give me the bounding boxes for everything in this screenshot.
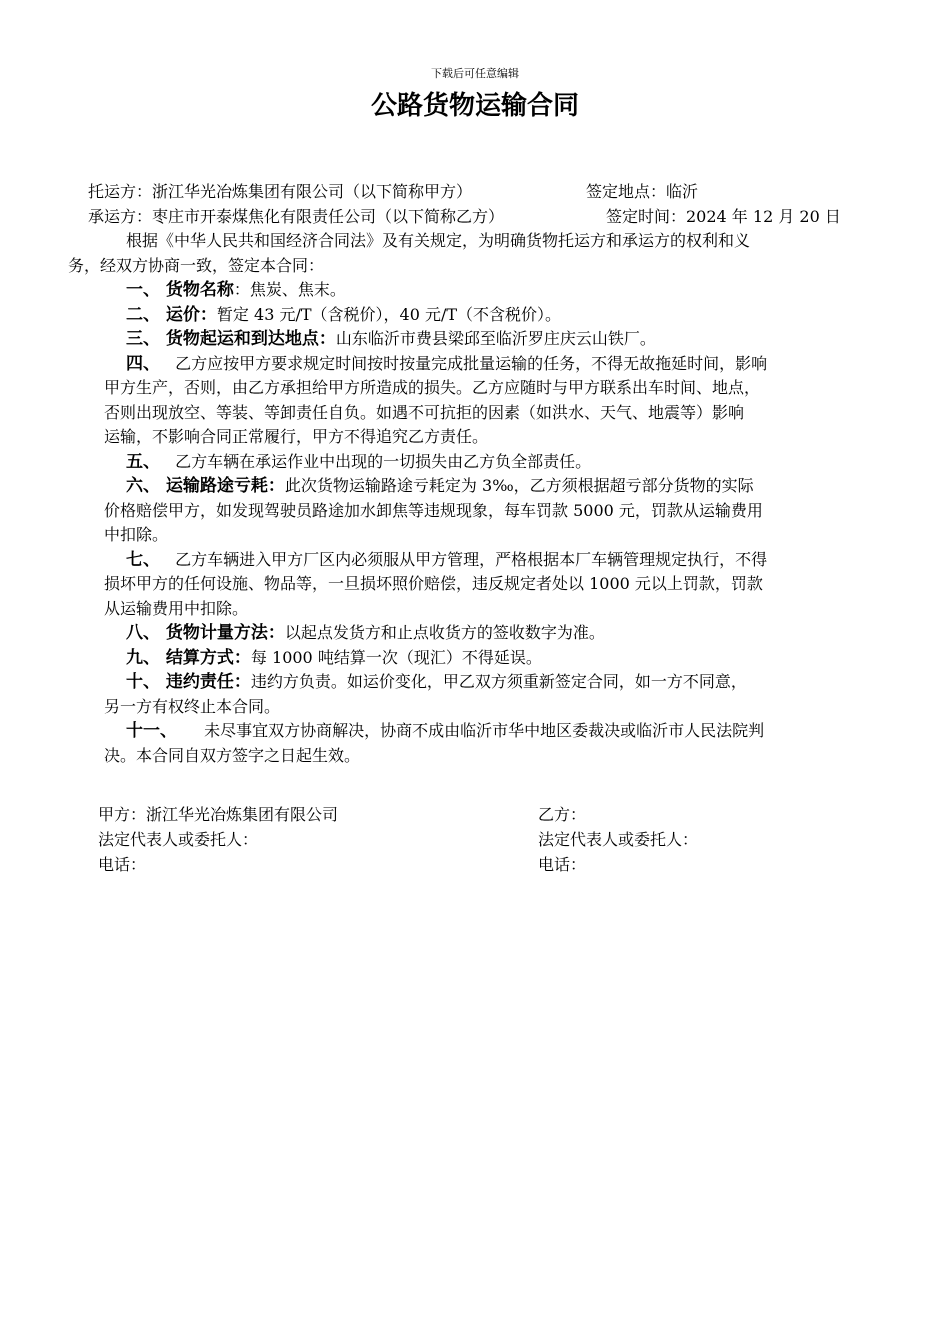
preamble-line-1 [0,229,950,254]
clause-10-line [0,695,950,720]
preamble-text: 务，经双方协商一致，签定本合同： [68,255,325,275]
clause-number: 四、 [126,353,160,374]
clause-text: 价格赔偿甲方，如发现驾驶员路途加水卸焦等违规现象，每车罚款 5000 元，罚款从运输费用 [104,500,763,520]
clause-3 [0,327,950,352]
contract-body [0,180,950,768]
clause-6-line [0,523,950,548]
clause-10 [0,670,950,695]
clause-text: 从运输费用中扣除。 [104,598,249,618]
consignor-row [0,180,950,205]
party-a-signature [98,802,338,877]
clause-heading: 二、 运价： [126,304,217,325]
clause-text: 每 1000 吨结算一次（现汇）不得延误。 [250,647,542,667]
carrier-row [0,205,950,230]
clause-text: 山东临沂市费县梁邱至临沂罗庄庆云山铁厂。 [335,329,656,348]
clause-text: ：焦炭、焦末。 [233,280,346,299]
clause-heading: 三、 货物起运和到达地点： [126,329,336,349]
clause-4 [0,352,950,377]
clause-text: 未尽事宜双方协商解决，协商不成由临沂市华中地区委裁决或临沂市人民法院判 [204,721,765,740]
clause-text: 甲方生产，否则，由乙方承担给甲方所造成的损失。乙方应随时与甲方联系出车时间、地点， [104,378,761,397]
clause-text: 另一方有权终止本合同。 [104,696,281,716]
clause-text: 暂定 43 元/T（含税价），40 元/T（不含税价）。 [216,304,562,324]
clause-number: 十一、 [126,721,177,741]
clause-heading: 十、 违约责任： [126,672,251,692]
sign-place: 签定地点：临沂 [586,182,699,201]
clause-heading: 八、 货物计量方法： [126,623,285,643]
header-note: 下载后可任意编辑 [431,67,519,80]
party-a-representative: 法定代表人或委托人： [98,830,259,849]
clause-6 [0,474,950,499]
clause-text: 乙方应按甲方要求规定时间按时按量完成批量运输的任务，不得无故拖延时间，影响 [175,353,768,373]
party-b-representative: 法定代表人或委托人： [538,830,699,849]
clause-6-line [0,499,950,524]
sign-time: 签定时间：2024 年 12 月 20 日 [606,206,841,226]
clause-2 [0,303,950,328]
clause-9 [0,646,950,671]
clause-heading: 六、 运输路途亏耗： [126,476,285,496]
clause-4-line [0,425,950,450]
consignor-text: 托运方：浙江华光冶炼集团有限公司（以下简称甲方） [88,182,473,201]
clause-text: 运输，不影响合同正常履行，甲方不得追究乙方责任。 [104,427,489,446]
clause-7-line [0,572,950,597]
party-b-signature [538,802,698,877]
clause-heading: 一、 货物名称 [126,280,234,300]
clause-text: 否则出现放空、等装、等卸责任自负。如遇不可抗拒的因素（如洪水、天气、地震等）影响 [104,402,745,422]
clause-text: 违约方负责。如运价变化，甲乙双方须重新签定合同，如一方不同意， [250,672,747,691]
clause-7 [0,548,950,573]
clause-text: 此次货物运输路途亏耗定为 3‰，乙方须根据超亏部分货物的实际 [284,476,754,495]
clause-heading: 九、 结算方式： [126,647,251,668]
clause-11-line [0,744,950,769]
clause-8 [0,621,950,646]
party-b-name: 乙方： [538,805,587,824]
clause-text: 乙方车辆在承运作业中出现的一切损失由乙方负全部责任。 [175,451,592,471]
clause-7-line [0,597,950,622]
clause-text: 决。本合同自双方签字之日起生效。 [104,745,361,765]
clause-1 [0,278,950,303]
party-a-name: 甲方：浙江华光冶炼集团有限公司 [98,805,339,824]
clause-5 [0,450,950,475]
clause-text: 中扣除。 [104,525,169,544]
clause-number: 七、 [126,549,160,570]
preamble-line-2 [0,254,950,279]
party-b-phone: 电话： [538,855,587,874]
clause-4-line [0,401,950,426]
carrier-text: 承运方：枣庄市开泰煤焦化有限责任公司（以下简称乙方） [88,206,505,226]
clause-text: 以起点发货方和止点收货方的签收数字为准。 [284,623,605,642]
party-a-phone: 电话： [98,855,147,874]
clause-text: 乙方车辆进入甲方厂区内必须服从甲方管理，严格根据本厂车辆管理规定执行，不得 [175,549,768,569]
preamble-text: 根据《中华人民共和国经济合同法》及有关规定，为明确货物托运方和承运方的权利和义 [126,231,751,250]
clause-number: 五、 [126,451,160,472]
clause-4-line [0,376,950,401]
clause-text: 损坏甲方的任何设施、物品等，一旦损坏照价赔偿，违反规定者处以 1000 元以上罚款，罚款 [104,574,763,593]
clause-11 [0,719,950,744]
contract-title: 公路货物运输合同 [370,91,579,121]
